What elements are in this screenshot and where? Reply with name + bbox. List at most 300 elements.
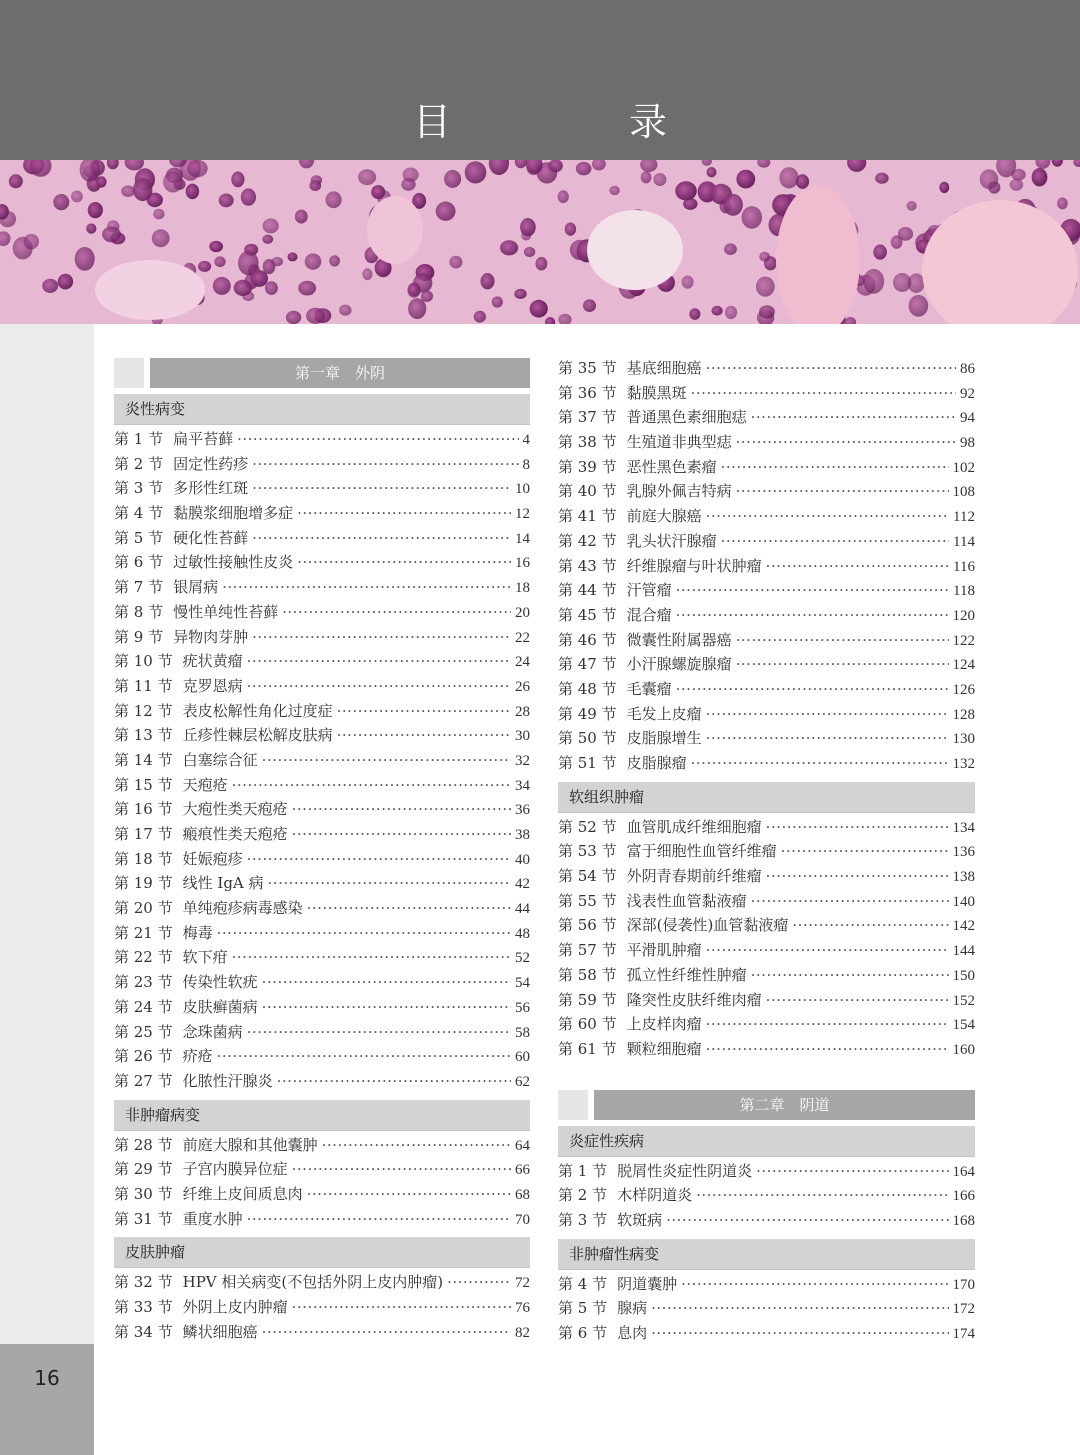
- toc-entry-number: 第 58 节: [558, 965, 617, 984]
- toc-entry-number: 第 46 节: [558, 630, 617, 649]
- toc-entry-title: 纤维上皮间质息肉: [182, 1184, 303, 1203]
- toc-entry-page: 94: [960, 410, 975, 427]
- toc-entry[interactable]: [114, 452, 530, 477]
- toc-entry-page: 76: [515, 1300, 530, 1316]
- toc-entry-page: 114: [953, 533, 975, 550]
- toc-entry-number: 第 59 节: [558, 990, 617, 1009]
- toc-entry[interactable]: [558, 603, 975, 628]
- cell-nucleus: [58, 274, 73, 290]
- toc-entry[interactable]: [114, 1069, 530, 1094]
- toc-entry-title: 上皮样肉瘤: [626, 1015, 702, 1034]
- toc-entry[interactable]: [114, 723, 530, 748]
- toc-entry-title: 鳞状细胞癌: [182, 1322, 258, 1341]
- toc-entry-title: 乳腺外佩吉特病: [626, 482, 732, 501]
- toc-leader-dots: [721, 529, 949, 554]
- toc-entry[interactable]: [558, 455, 975, 480]
- toc-entry-title: 硬化性苔藓: [173, 528, 249, 547]
- cell-nucleus: [288, 252, 298, 261]
- toc-entry-title: 子宫内膜异位症: [182, 1160, 288, 1179]
- toc-entry[interactable]: [558, 504, 975, 529]
- toc-entry-page: 164: [952, 1163, 975, 1180]
- cell-nucleus: [514, 289, 526, 299]
- toc-entry[interactable]: [558, 1183, 975, 1208]
- toc-entry-page: 116: [953, 558, 975, 575]
- cell-nucleus: [214, 256, 225, 267]
- cell-nucleus: [689, 308, 700, 320]
- toc-entry[interactable]: [114, 625, 530, 650]
- page-number: 16: [34, 1366, 60, 1390]
- page-number-box: [0, 1344, 94, 1455]
- cell-nucleus: [565, 223, 576, 236]
- toc-entry[interactable]: [114, 674, 530, 699]
- toc-entry-page: 42: [515, 876, 530, 893]
- toc-entry[interactable]: [558, 751, 975, 776]
- cell-nucleus: [24, 234, 39, 250]
- toc-leader-dots: [721, 455, 949, 480]
- toc-leader-dots: [756, 1159, 948, 1184]
- toc-entry[interactable]: [114, 995, 530, 1020]
- toc-entry[interactable]: [558, 1208, 975, 1233]
- cell-nucleus: [530, 300, 548, 318]
- toc-leader-dots: [247, 674, 511, 699]
- header-bar: [0, 0, 1080, 160]
- toc-leader-dots: [691, 381, 956, 406]
- cell-nucleus: [465, 161, 487, 183]
- toc-entry-number: 第 5 节: [114, 528, 164, 547]
- toc-entry[interactable]: [558, 1272, 975, 1297]
- toc-entry-page: 68: [515, 1186, 530, 1203]
- toc-entry-page: 122: [952, 632, 975, 649]
- cell-nucleus: [449, 256, 462, 269]
- toc-leader-dots: [252, 476, 511, 501]
- toc-entry[interactable]: [558, 652, 975, 677]
- toc-entry-page: 86: [960, 361, 975, 377]
- toc-entry-page: 54: [515, 975, 530, 992]
- toc-leader-dots: [277, 1069, 511, 1094]
- toc-entry-page: 12: [515, 506, 530, 523]
- toc-entry-title: 重度水肿: [182, 1209, 243, 1228]
- toc-entry[interactable]: [558, 913, 975, 938]
- toc-entry-page: 118: [953, 583, 975, 600]
- cell-nucleus: [88, 202, 103, 218]
- toc-entry[interactable]: [114, 501, 530, 526]
- toc-leader-dots: [297, 550, 511, 575]
- toc-entry[interactable]: [114, 526, 530, 551]
- toc-entry-number: 第 14 节: [114, 750, 173, 769]
- toc-entry[interactable]: [114, 1133, 530, 1158]
- toc-entry-title: 传染性软疣: [182, 973, 258, 992]
- toc-entry-number: 第 9 节: [114, 627, 164, 646]
- toc-leader-dots: [292, 1157, 511, 1182]
- cell-nucleus: [326, 191, 342, 208]
- cell-nucleus: [909, 295, 929, 317]
- toc-entry-page: 22: [515, 629, 530, 646]
- toc-entry-title: 白塞综合征: [182, 750, 258, 769]
- toc-entry[interactable]: [558, 702, 975, 727]
- toc-entry[interactable]: [114, 921, 530, 946]
- toc-entry-page: 102: [952, 459, 975, 476]
- toc-entry-page: 108: [952, 484, 975, 501]
- cell-nucleus: [263, 259, 276, 274]
- chapter-header: [114, 356, 530, 388]
- toc-entry[interactable]: [114, 970, 530, 995]
- toc-entry[interactable]: [114, 1295, 530, 1320]
- chapter-square-icon: [114, 358, 144, 388]
- toc-entry-page: 170: [952, 1276, 975, 1293]
- cell-nucleus: [863, 269, 884, 294]
- toc-entry[interactable]: [114, 847, 530, 872]
- toc-entry-title: 皮肤癣菌病: [182, 997, 258, 1016]
- cell-nucleus: [675, 181, 697, 200]
- toc-entry-number: 第 30 节: [114, 1184, 173, 1203]
- toc-entry-title: 乳头状汗腺瘤: [626, 531, 717, 550]
- toc-entry[interactable]: [558, 628, 975, 653]
- toc-entry-number: 第 38 节: [558, 433, 617, 452]
- toc-entry-page: 144: [952, 943, 975, 960]
- toc-entry[interactable]: [558, 554, 975, 579]
- toc-entry-title: 生殖道非典型痣: [626, 433, 732, 452]
- toc-entry-page: 48: [515, 925, 530, 942]
- toc-entry-title: 念珠菌病: [182, 1022, 243, 1041]
- toc-leader-dots: [247, 1020, 511, 1045]
- toc-entry-page: 130: [952, 731, 975, 748]
- toc-entry-title: 单纯疱疹病毒感染: [182, 899, 303, 918]
- cell-nucleus: [725, 306, 737, 319]
- toc-entry-number: 第 18 节: [114, 849, 173, 868]
- toc-entry[interactable]: [558, 815, 975, 840]
- cell-nucleus: [875, 173, 889, 184]
- toc-entry[interactable]: [558, 677, 975, 702]
- toc-entry-number: 第 21 节: [114, 923, 173, 942]
- section-header: 非肿瘤性病变: [558, 1239, 975, 1270]
- toc-entry-title: 纤维腺瘤与叶状肿瘤: [626, 556, 762, 575]
- toc-entry-title: 慢性单纯性苔藓: [173, 602, 279, 621]
- toc-leader-dots: [282, 600, 511, 625]
- toc-entry[interactable]: [114, 1020, 530, 1045]
- toc-entry[interactable]: [114, 476, 530, 501]
- toc-entry-page: 134: [952, 819, 975, 836]
- toc-entry[interactable]: [558, 864, 975, 889]
- toc-entry-page: 62: [515, 1073, 530, 1090]
- toc-entry[interactable]: [558, 430, 975, 455]
- toc-leader-dots: [232, 773, 511, 798]
- toc-entry-title: 孤立性纤维性肿瘤: [626, 965, 747, 984]
- toc-entry-page: 136: [952, 844, 975, 861]
- cell-nucleus: [492, 296, 503, 307]
- toc-entry-page: 52: [515, 950, 530, 967]
- toc-entry[interactable]: [114, 945, 530, 970]
- toc-entry[interactable]: [558, 1159, 975, 1184]
- toc-entry-number: 第 37 节: [558, 408, 617, 427]
- cell-nucleus: [500, 240, 518, 255]
- chapter-header: [558, 1088, 975, 1120]
- toc-entry-number: 第 50 节: [558, 729, 617, 748]
- toc-leader-dots: [751, 889, 949, 914]
- toc-entry[interactable]: [114, 1207, 530, 1232]
- toc-entry-page: 124: [952, 657, 975, 674]
- toc-entry-page: 20: [515, 604, 530, 621]
- cell-nucleus: [198, 261, 211, 272]
- cell-nucleus: [408, 298, 426, 319]
- toc-leader-dots: [252, 625, 511, 650]
- toc-entry[interactable]: [558, 1321, 975, 1346]
- cell-nucleus: [262, 235, 273, 244]
- toc-entry-title: 息肉: [617, 1324, 648, 1342]
- toc-entry-title: 线性 IgA 病: [182, 874, 264, 893]
- cell-nucleus: [153, 209, 164, 220]
- toc-entry[interactable]: [114, 1044, 530, 1069]
- toc-leader-dots: [447, 1270, 511, 1295]
- toc-entry[interactable]: [558, 963, 975, 988]
- toc-entry[interactable]: [114, 1182, 530, 1207]
- toc-entry-title: 基底细胞癌: [626, 359, 702, 377]
- cell-nucleus: [939, 182, 949, 193]
- section-header: 皮肤肿瘤: [114, 1237, 530, 1268]
- toc-entry[interactable]: [558, 839, 975, 864]
- toc-leader-dots: [651, 1296, 948, 1321]
- cell-nucleus: [163, 171, 183, 192]
- toc-entry-number: 第 17 节: [114, 825, 173, 843]
- section-header: 非肿瘤病变: [114, 1100, 530, 1131]
- toc-entry-number: 第 47 节: [558, 655, 617, 674]
- cell-nucleus: [358, 169, 376, 185]
- toc-entry-title: 软斑病: [617, 1210, 663, 1229]
- cell-nucleus: [9, 174, 23, 188]
- toc-entry[interactable]: [114, 550, 530, 575]
- toc-entry-title: 疥疮: [182, 1047, 213, 1066]
- toc-entry-page: 26: [515, 678, 530, 695]
- toc-entry[interactable]: [558, 479, 975, 504]
- cell-nucleus: [310, 180, 322, 191]
- toc-entry[interactable]: [114, 1157, 530, 1182]
- toc-entry-number: 第 19 节: [114, 874, 173, 893]
- toc-entry-number: 第 29 节: [114, 1160, 173, 1179]
- toc-entry[interactable]: [114, 748, 530, 773]
- toc-entry[interactable]: [558, 529, 975, 554]
- toc-leader-dots: [651, 1321, 948, 1346]
- toc-entry-number: 第 43 节: [558, 556, 617, 575]
- toc-entry-page: 56: [515, 999, 530, 1016]
- cell-nucleus: [209, 241, 223, 252]
- toc-entry-title: 微囊性附属器癌: [626, 630, 732, 649]
- toc-entry[interactable]: [114, 600, 530, 625]
- toc-entry-page: 72: [515, 1275, 530, 1292]
- cell-nucleus: [481, 273, 495, 289]
- toc-entry-page: 34: [515, 777, 530, 794]
- toc-entry-number: 第 24 节: [114, 997, 173, 1016]
- toc-entry-title: 黏膜黑斑: [626, 383, 687, 402]
- toc-entry-title: 脱屑性炎症性阴道炎: [617, 1161, 753, 1180]
- cell-nucleus: [520, 218, 536, 236]
- toc-entry[interactable]: [114, 773, 530, 798]
- toc-entry-number: 第 15 节: [114, 775, 173, 794]
- toc-entry-number: 第 23 节: [114, 973, 173, 992]
- cell-nucleus: [536, 257, 548, 271]
- cell-nucleus: [742, 206, 763, 229]
- toc-entry-title: 腺病: [617, 1299, 648, 1318]
- toc-entry-title: 前庭大腺癌: [626, 507, 702, 526]
- cell-nucleus: [873, 245, 887, 260]
- section-header: 软组织肿瘤: [558, 782, 975, 813]
- cell-nucleus: [1010, 179, 1024, 191]
- toc-entry-page: 132: [952, 756, 975, 772]
- cell-nucleus: [362, 268, 372, 280]
- cell-nucleus: [401, 178, 415, 191]
- toc-entry-number: 第 5 节: [558, 1299, 608, 1318]
- toc-entry-number: 第 53 节: [558, 842, 617, 861]
- toc-entry-title: 瘢痕性类天疱疮: [182, 825, 288, 843]
- toc-entry-title: 普通黑色素细胞痣: [626, 408, 747, 427]
- toc-entry-page: 160: [952, 1041, 975, 1058]
- toc-entry-number: 第 55 节: [558, 891, 617, 910]
- toc-leader-dots: [307, 1182, 511, 1207]
- toc-entry-title: 深部(侵袭性)血管黏液瘤: [626, 916, 789, 935]
- toc-leader-dots: [706, 702, 949, 727]
- toc-entry-title: 混合瘤: [626, 605, 672, 624]
- toc-entry[interactable]: [558, 356, 975, 381]
- toc-entry-number: 第 45 节: [558, 605, 617, 624]
- toc-leader-dots: [706, 356, 956, 381]
- cell-nucleus: [779, 167, 798, 188]
- toc-entry-page: 142: [952, 918, 975, 935]
- toc-entry-page: 82: [515, 1324, 530, 1341]
- toc-entry-title: 前庭大腺和其他囊肿: [182, 1135, 318, 1154]
- cell-nucleus: [1032, 168, 1048, 186]
- toc-entry[interactable]: [558, 1012, 975, 1037]
- cell-nucleus: [213, 277, 231, 295]
- toc-leader-dots: [237, 427, 518, 452]
- toc-leader-dots: [252, 526, 511, 551]
- histology-banner-image: [0, 160, 1080, 324]
- toc-leader-dots: [292, 1295, 511, 1320]
- toc-entry-title: 克罗恩病: [182, 676, 243, 695]
- toc-leader-dots: [322, 1133, 511, 1158]
- toc-entry-number: 第 28 节: [114, 1135, 173, 1154]
- toc-entry-page: 36: [515, 802, 530, 819]
- chapter-title: 第一章 外阴: [150, 358, 530, 388]
- toc-entry[interactable]: [558, 938, 975, 963]
- toc-left-column: [114, 356, 530, 1344]
- cell-nucleus: [736, 170, 755, 189]
- cell-nucleus: [231, 172, 244, 188]
- cell-nucleus: [583, 299, 596, 312]
- toc-entry[interactable]: [558, 578, 975, 603]
- toc-entry-page: 126: [952, 681, 975, 698]
- toc-entry-number: 第 2 节: [114, 454, 164, 473]
- toc-entry[interactable]: [114, 1270, 530, 1295]
- toc-entry-number: 第 12 节: [114, 701, 173, 720]
- toc-entry-title: 异物肉芽肿: [173, 627, 249, 646]
- cell-nucleus: [339, 305, 351, 316]
- toc-entry-page: 4: [522, 432, 530, 448]
- toc-entry[interactable]: [558, 889, 975, 914]
- toc-entry-number: 第 25 节: [114, 1022, 173, 1041]
- toc-entry-number: 第 48 节: [558, 679, 617, 698]
- toc-leader-dots: [666, 1208, 948, 1233]
- toc-entry[interactable]: [114, 427, 530, 452]
- toc-entry-number: 第 13 节: [114, 726, 173, 745]
- toc-entry-title: 隆突性皮肤纤维肉瘤: [626, 990, 762, 1009]
- toc-leader-dots: [337, 699, 511, 724]
- toc-entry[interactable]: [114, 649, 530, 674]
- cell-nucleus: [980, 169, 999, 189]
- toc-entry-title: 木样阴道炎: [617, 1186, 693, 1205]
- toc-entry-title: 阴道囊肿: [617, 1274, 678, 1293]
- cell-nucleus: [241, 188, 256, 205]
- toc-entry[interactable]: [114, 699, 530, 724]
- toc-entry[interactable]: [558, 1037, 975, 1062]
- toc-leader-dots: [232, 945, 511, 970]
- toc-entry-page: 150: [952, 967, 975, 984]
- toc-entry-page: 40: [515, 851, 530, 868]
- toc-entry-page: 10: [515, 481, 530, 498]
- toc-leader-dots: [247, 1207, 511, 1232]
- toc-entry-title: 毛囊瘤: [626, 679, 672, 698]
- toc-leader-dots: [706, 504, 949, 529]
- toc-leader-dots: [736, 652, 949, 677]
- cell-nucleus: [641, 171, 652, 183]
- toc-entry-number: 第 11 节: [114, 676, 173, 695]
- toc-entry[interactable]: [558, 1296, 975, 1321]
- toc-entry-number: 第 7 节: [114, 578, 164, 597]
- toc-entry[interactable]: [558, 381, 975, 406]
- cell-nucleus: [558, 190, 569, 203]
- cell-nucleus: [436, 202, 456, 221]
- toc-entry[interactable]: [558, 405, 975, 430]
- toc-entry-number: 第 3 节: [558, 1210, 608, 1229]
- toc-leader-dots: [706, 1037, 949, 1062]
- toc-leader-dots: [736, 628, 949, 653]
- cell-nucleus: [295, 210, 308, 224]
- cell-nucleus: [421, 291, 433, 302]
- toc-entry[interactable]: [114, 871, 530, 896]
- toc-entry-number: 第 32 节: [114, 1273, 173, 1292]
- toc-entry-page: 128: [952, 706, 975, 723]
- cell-nucleus: [682, 276, 694, 289]
- toc-entry[interactable]: [558, 726, 975, 751]
- cell-nucleus: [893, 273, 911, 292]
- toc-entry[interactable]: [114, 822, 530, 847]
- toc-entry[interactable]: [558, 988, 975, 1013]
- toc-leader-dots: [681, 1272, 948, 1297]
- toc-entry-page: 138: [952, 869, 975, 886]
- toc-entry-page: 152: [952, 992, 975, 1009]
- cell-nucleus: [724, 243, 737, 255]
- toc-leader-dots: [792, 913, 948, 938]
- toc-entry-page: 38: [515, 827, 530, 843]
- toc-entry-number: 第 22 节: [114, 948, 173, 967]
- toc-entry-title: 妊娠疱疹: [182, 849, 243, 868]
- toc-entry-title: 皮脂腺增生: [626, 729, 702, 748]
- toc-entry-title: 恶性黑色素瘤: [626, 457, 717, 476]
- toc-entry-title: 外阴青春期前纤维瘤: [626, 867, 762, 886]
- section-header: 炎症性疾病: [558, 1126, 975, 1157]
- toc-leader-dots: [297, 501, 511, 526]
- toc-entry-page: 32: [515, 752, 530, 769]
- toc-entry[interactable]: [114, 1320, 530, 1345]
- toc-entry[interactable]: [114, 896, 530, 921]
- toc-entry-title: 表皮松解性角化过度症: [182, 701, 333, 720]
- toc-entry[interactable]: [114, 797, 530, 822]
- toc-entry-page: 44: [515, 901, 530, 918]
- spacer: [558, 1062, 975, 1088]
- cell-nucleus: [653, 173, 666, 186]
- cell-nucleus: [712, 306, 723, 316]
- cell-nucleus: [265, 281, 278, 295]
- toc-entry[interactable]: [114, 575, 530, 600]
- toc-entry-number: 第 52 节: [558, 817, 617, 836]
- toc-leader-dots: [337, 723, 511, 748]
